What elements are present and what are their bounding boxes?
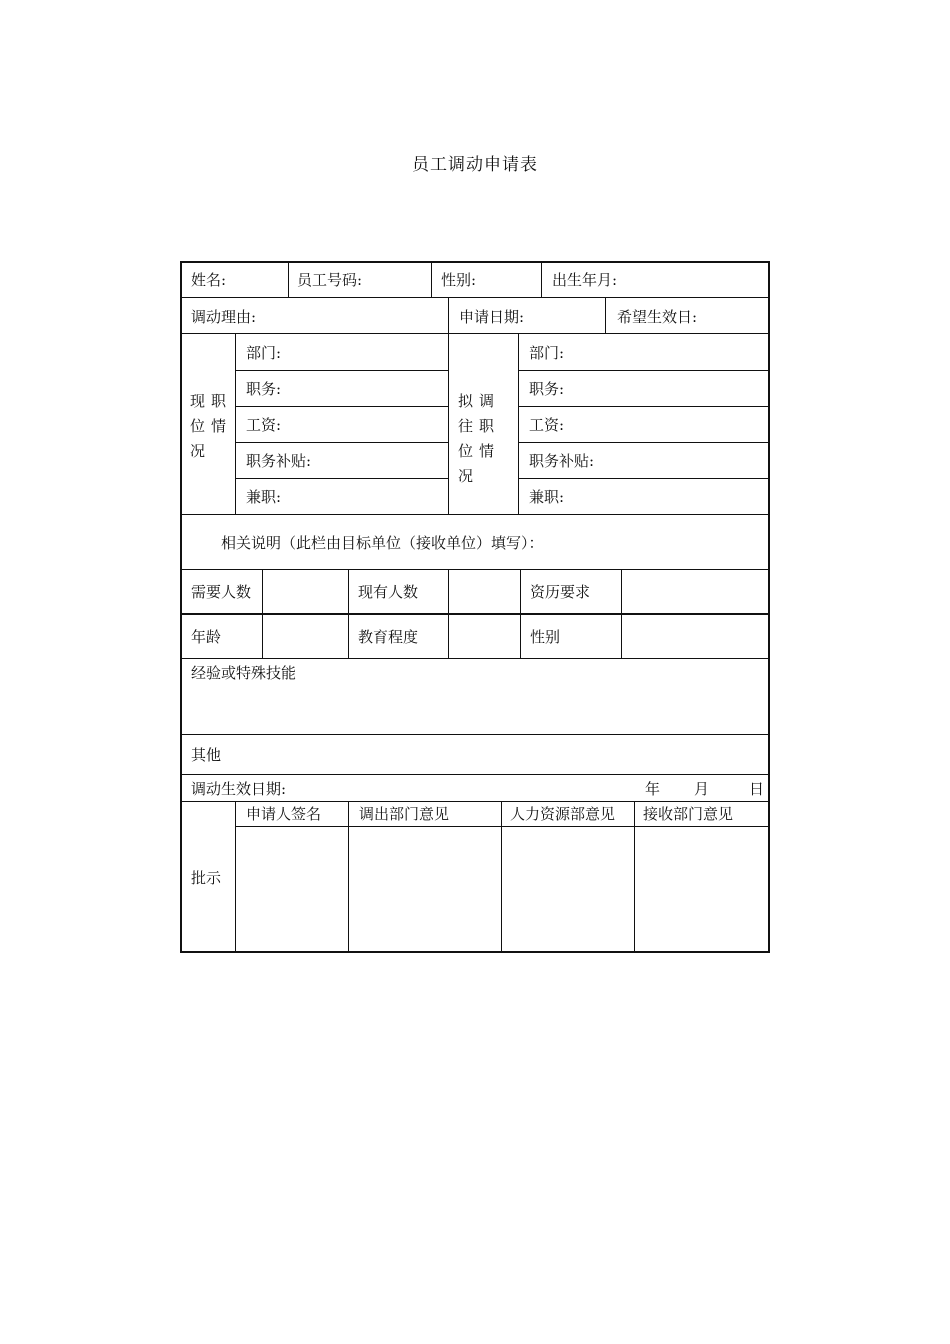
col-line bbox=[235, 333, 236, 514]
month-label: 月 bbox=[694, 780, 710, 798]
border-left bbox=[180, 261, 182, 953]
row-line bbox=[181, 734, 769, 735]
target-dept-label: 部门: bbox=[529, 344, 565, 362]
existing-count-label: 现有人数 bbox=[358, 583, 419, 601]
row-line bbox=[235, 406, 448, 407]
row-line bbox=[181, 774, 769, 775]
out-dept-opinion-label: 调出部门意见 bbox=[359, 805, 450, 823]
row-line bbox=[518, 370, 768, 371]
col-line bbox=[541, 262, 542, 297]
row-line bbox=[235, 370, 448, 371]
border-right bbox=[768, 261, 770, 953]
target-concurrent-label: 兼职: bbox=[529, 488, 565, 506]
col-line bbox=[431, 262, 432, 297]
col-line bbox=[520, 569, 521, 658]
row-line bbox=[181, 297, 769, 298]
current-position-heading: 现职位情况 bbox=[190, 392, 233, 460]
day-label: 日 bbox=[749, 780, 765, 798]
row-line bbox=[181, 658, 769, 659]
employee-number-label: 员工号码: bbox=[297, 271, 363, 289]
approval-label: 批示 bbox=[191, 869, 222, 887]
current-dept-label: 部门: bbox=[246, 344, 282, 362]
target-position-heading: 拟调往职位情况 bbox=[458, 392, 501, 485]
row-line bbox=[518, 442, 768, 443]
desired-effective-date-label: 希望生效日: bbox=[617, 308, 698, 326]
current-position-label: 职务: bbox=[246, 380, 282, 398]
row-line bbox=[181, 613, 769, 615]
row-line bbox=[181, 801, 769, 802]
apply-date-label: 申请日期: bbox=[459, 308, 525, 326]
related-note: 相关说明（此栏由目标单位（接收单位）填写）： bbox=[221, 534, 544, 552]
age-label: 年龄 bbox=[191, 628, 222, 646]
row-line bbox=[235, 826, 769, 827]
receiving-dept-opinion-label: 接收部门意见 bbox=[643, 805, 734, 823]
transfer-reason-label: 调动理由: bbox=[191, 308, 257, 326]
border-top bbox=[180, 261, 770, 263]
col-line bbox=[518, 333, 519, 514]
effective-date-label: 调动生效日期: bbox=[191, 780, 287, 798]
col-line bbox=[605, 297, 606, 333]
col-line bbox=[348, 801, 349, 952]
row-line bbox=[235, 478, 448, 479]
row-line bbox=[181, 333, 769, 334]
row-line bbox=[518, 478, 768, 479]
education-label: 教育程度 bbox=[358, 628, 419, 646]
col-line bbox=[235, 801, 236, 952]
row-line bbox=[181, 569, 769, 570]
current-salary-label: 工资: bbox=[246, 416, 282, 434]
applicant-signature-label: 申请人签名 bbox=[246, 805, 322, 823]
year-label: 年 bbox=[645, 780, 661, 798]
border-bottom bbox=[180, 951, 770, 953]
col-line bbox=[348, 569, 349, 658]
hr-opinion-label: 人力资源部意见 bbox=[510, 805, 616, 823]
col-line bbox=[448, 333, 449, 514]
col-line bbox=[501, 801, 502, 952]
birth-date-label: 出生年月: bbox=[552, 271, 618, 289]
other-label: 其他 bbox=[191, 746, 222, 764]
name-label: 姓名: bbox=[191, 271, 227, 289]
col-line bbox=[448, 569, 449, 658]
row-line bbox=[235, 442, 448, 443]
col-line bbox=[621, 569, 622, 658]
current-concurrent-label: 兼职: bbox=[246, 488, 282, 506]
target-position-label: 职务: bbox=[529, 380, 565, 398]
target-salary-label: 工资: bbox=[529, 416, 565, 434]
gender-label: 性别: bbox=[441, 271, 477, 289]
form-title: 员工调动申请表 bbox=[412, 155, 538, 175]
row-line bbox=[181, 514, 769, 515]
col-line bbox=[448, 297, 449, 333]
experience-label: 经验或特殊技能 bbox=[191, 664, 297, 682]
target-allowance-label: 职务补贴: bbox=[529, 452, 595, 470]
current-allowance-label: 职务补贴: bbox=[246, 452, 312, 470]
qualification-label: 资历要求 bbox=[530, 583, 591, 601]
row-line bbox=[518, 406, 768, 407]
col-line bbox=[288, 262, 289, 297]
col-line bbox=[634, 801, 635, 952]
need-count-label: 需要人数 bbox=[191, 583, 252, 601]
col-line bbox=[262, 569, 263, 658]
required-gender-label: 性别 bbox=[530, 628, 561, 646]
